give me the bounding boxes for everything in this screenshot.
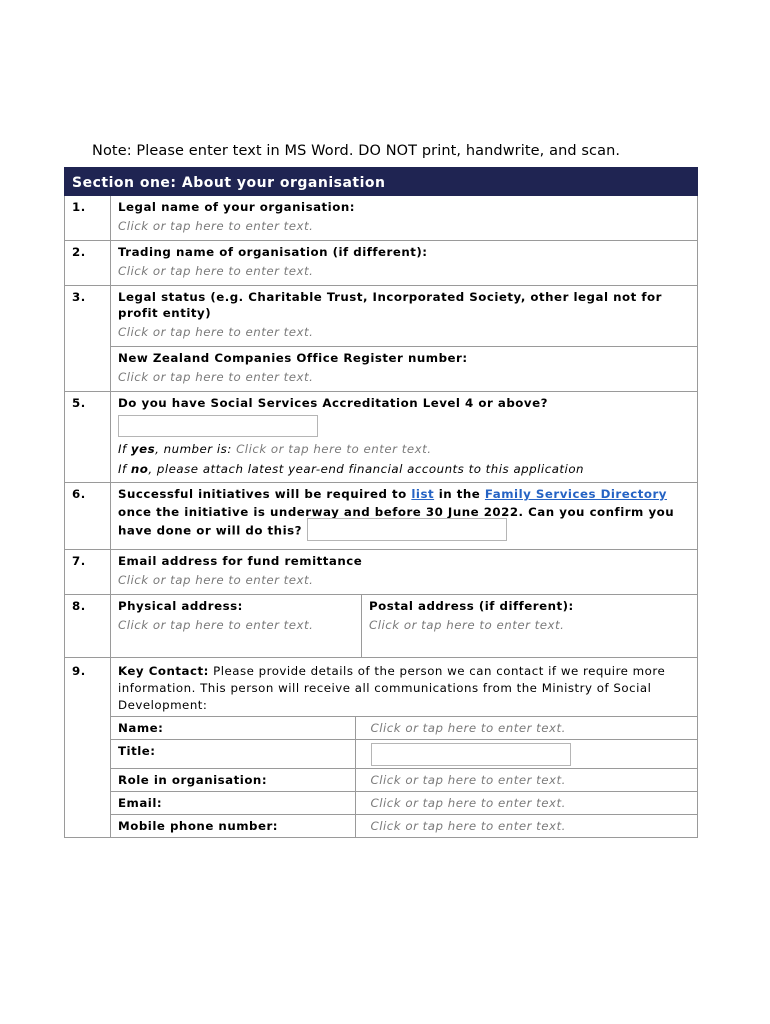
- accreditation-label: Do you have Social Services Accreditation Level 4 or above?: [118, 396, 548, 410]
- question-row-3b: [65, 347, 698, 392]
- accreditation-number-input[interactable]: Click or tap here to enter text.: [236, 442, 432, 456]
- question-number: 1.: [65, 196, 111, 241]
- contact-title-label: Title:: [111, 740, 355, 769]
- accreditation-dropdown[interactable]: [118, 415, 318, 437]
- key-contact-intro: Key Contact: Please provide details of the person we can contact if we require more information. This person will receive all communications from the Ministry of Social Development:: [118, 664, 666, 712]
- contact-name-label: Name:: [111, 717, 355, 740]
- companies-register-input[interactable]: Click or tap here to enter text.: [118, 370, 314, 384]
- remittance-email-input[interactable]: Click or tap here to enter text.: [118, 573, 314, 587]
- note-text: Note: Please enter text in MS Word. DO NOT print, handwrite, and scan.: [92, 143, 621, 159]
- companies-register-label: New Zealand Companies Office Register number:: [118, 351, 468, 365]
- legal-status-label: Legal status (e.g. Charitable Trust, Incorporated Society, other legal not for profit entity): [118, 290, 662, 320]
- key-contact-table: [111, 716, 697, 837]
- question-row-3: [65, 286, 698, 347]
- directory-confirm-dropdown[interactable]: [307, 518, 507, 541]
- contact-role-label: Role in organisation:: [111, 769, 355, 792]
- question-row-7: [65, 550, 698, 595]
- question-number: 2.: [65, 241, 111, 286]
- physical-address-input[interactable]: Click or tap here to enter text.: [118, 618, 314, 632]
- directory-question: Successful initiatives will be required to list in the Family Services Directory once the initiative is underway and before 30 June 2022. Can you confirm you have done or will do this?: [118, 486, 689, 541]
- contact-mobile-label: Mobile phone number:: [111, 815, 355, 838]
- question-number: 8.: [65, 595, 111, 658]
- trading-name-input[interactable]: Click or tap here to enter text.: [118, 264, 314, 278]
- section-header: [65, 168, 698, 196]
- if-yes-line: If yes, number is: Click or tap here to enter text.: [118, 442, 432, 456]
- question-row-5: [65, 392, 698, 483]
- organisation-form: [64, 167, 698, 838]
- question-row-2: [65, 241, 698, 286]
- legal-name-input[interactable]: Click or tap here to enter text.: [118, 219, 314, 233]
- section-title: Section one: About your organisation: [65, 168, 698, 196]
- list-link[interactable]: list: [411, 487, 435, 501]
- postal-address-label: Postal address (if different):: [369, 599, 574, 613]
- question-number: 5.: [65, 392, 111, 483]
- question-number: 3.: [65, 286, 111, 392]
- question-number: 6.: [65, 483, 111, 550]
- physical-address-label: Physical address:: [118, 599, 243, 613]
- trading-name-label: Trading name of organisation (if different):: [118, 245, 428, 259]
- question-row-9: [65, 658, 698, 838]
- contact-email-input[interactable]: Click or tap here to enter text.: [355, 792, 697, 815]
- contact-email-label: Email:: [111, 792, 355, 815]
- postal-address-input[interactable]: Click or tap here to enter text.: [369, 618, 565, 632]
- question-row-6: [65, 483, 698, 550]
- legal-status-input[interactable]: Click or tap here to enter text.: [118, 325, 314, 339]
- contact-role-input[interactable]: Click or tap here to enter text.: [355, 769, 697, 792]
- question-number: 7.: [65, 550, 111, 595]
- if-no-line: If no, please attach latest year-end financial accounts to this application: [118, 462, 585, 476]
- family-services-directory-link[interactable]: Family Services Directory: [484, 487, 667, 501]
- contact-mobile-input[interactable]: Click or tap here to enter text.: [355, 815, 697, 838]
- contact-name-input[interactable]: Click or tap here to enter text.: [355, 717, 697, 740]
- question-row-1: [65, 196, 698, 241]
- contact-title-dropdown[interactable]: [371, 743, 571, 766]
- remittance-email-label: Email address for fund remittance: [118, 554, 363, 568]
- question-row-8: [65, 595, 698, 658]
- legal-name-label: Legal name of your organisation:: [118, 200, 355, 214]
- question-number: 9.: [65, 658, 111, 838]
